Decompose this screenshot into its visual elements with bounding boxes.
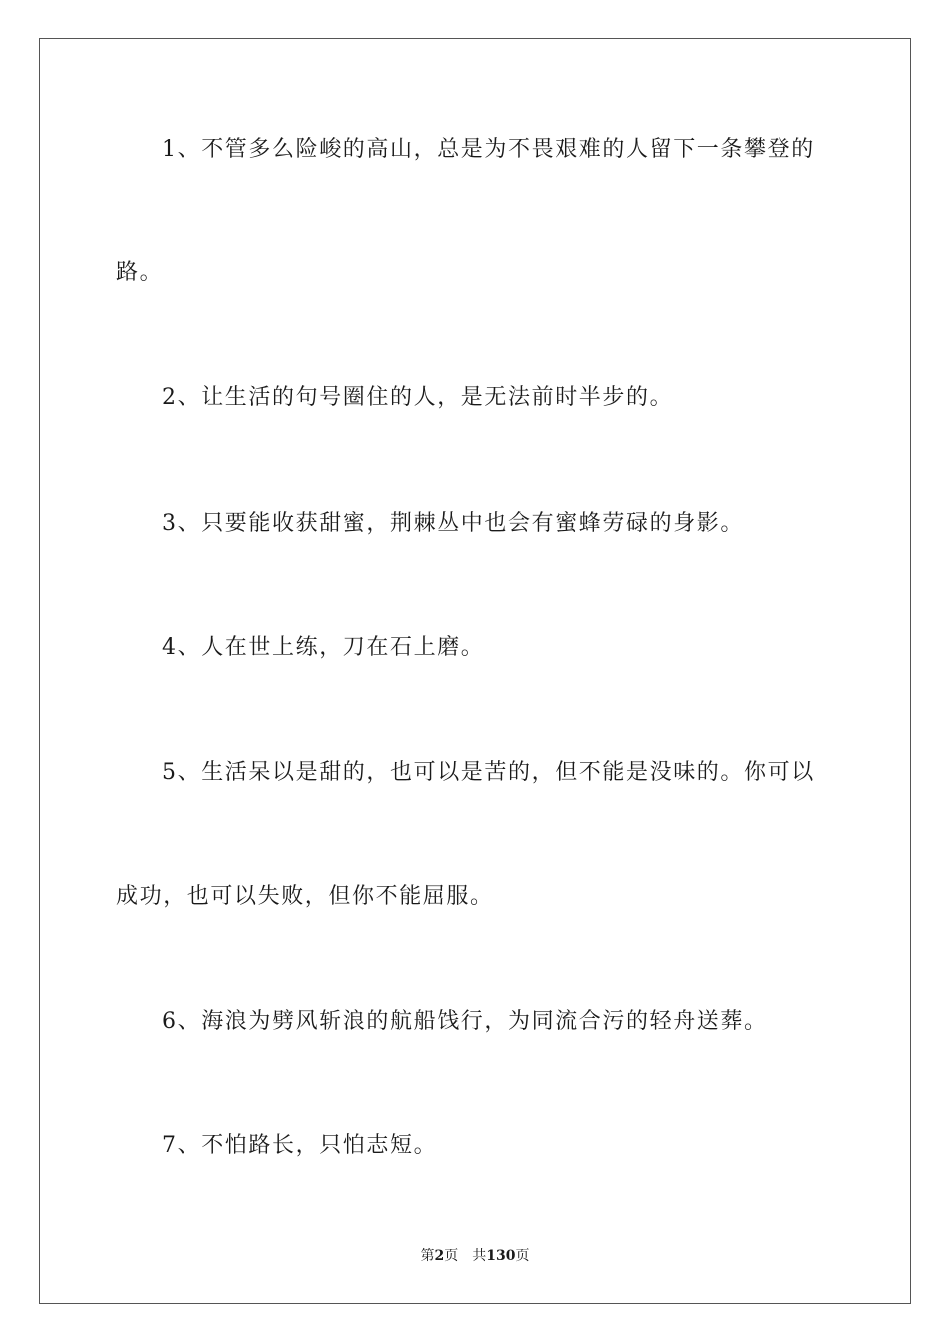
paragraph-7: 7、不怕路长，只怕志短。 [162,1133,438,1158]
page-border [39,38,911,1304]
page-footer [0,1246,950,1266]
paragraph-5-line-2: 成功，也可以失败，但你不能屈服。 [116,884,494,909]
paragraph-1-line-1: 1、不管多么险峻的高山，总是为不畏艰难的人留下一条攀登的 [162,137,815,162]
paragraph-5-line-1: 5、生活呆以是甜的，也可以是苦的，但不能是没味的。你可以 [162,760,815,785]
page-suffix: 页 [444,1248,459,1264]
total-prefix: 共 [472,1248,487,1264]
page-prefix: 第 [420,1248,435,1264]
total-pages: 130 [486,1248,516,1264]
paragraph-3: 3、只要能收获甜蜜，荆棘丛中也会有蜜蜂劳碌的身影。 [162,511,744,536]
total-suffix: 页 [515,1248,530,1264]
paragraph-2: 2、让生活的句号圈住的人，是无法前时半步的。 [162,385,674,410]
page-number: 2 [434,1248,445,1264]
paragraph-4: 4、人在世上练，刀在石上磨。 [162,635,485,660]
paragraph-1-line-2: 路。 [116,260,164,285]
paragraph-6: 6、海浪为劈风斩浪的航船饯行，为同流合污的轻舟送葬。 [162,1009,768,1034]
